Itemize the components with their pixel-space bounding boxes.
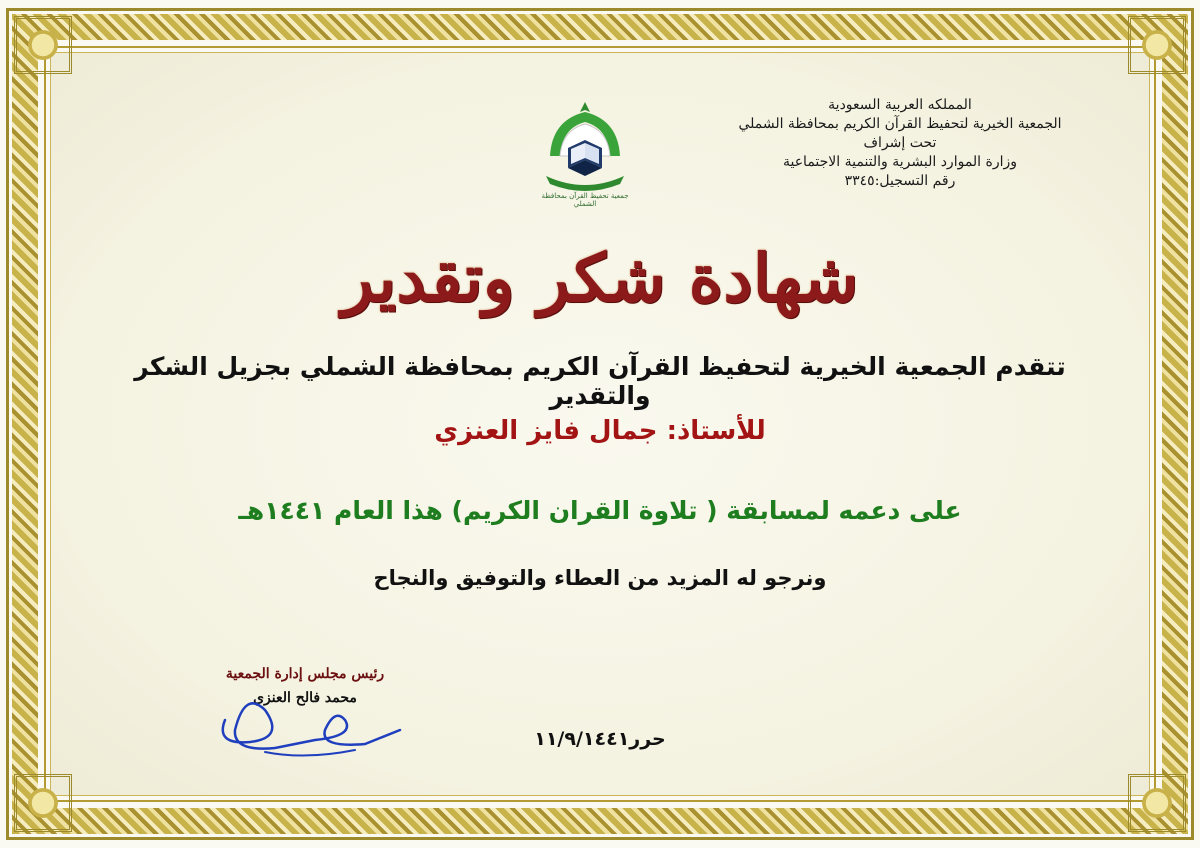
- corner-ornament-icon: [14, 16, 72, 74]
- header-association: الجمعية الخيرية لتحفيظ القرآن الكريم بمحافظة الشملي: [738, 116, 1062, 132]
- issuer-header: [720, 96, 1080, 191]
- header-supervision: تحت إشراف: [863, 135, 937, 151]
- handwritten-signature-icon: [205, 690, 405, 760]
- header-registration: رقم التسجيل:٣٣٤٥: [844, 173, 956, 189]
- signatory-name: محمد فالح العنزي: [253, 690, 357, 706]
- certificate-wish: ونرجو له المزيد من العطاء والتوفيق والنجاح: [373, 566, 827, 590]
- corner-ornament-icon: [1128, 774, 1186, 832]
- logo-caption: جمعية تحفيظ القرآن بمحافظة الشملي: [541, 192, 629, 208]
- quran-book-dome-logo-icon: [538, 98, 632, 208]
- certificate-reason: على دعمه لمسابقة ( تلاوة القران الكريم) هذا العام ١٤٤١هـ: [238, 496, 962, 525]
- header-ministry: وزارة الموارد البشرية والتنمية الاجتماعية: [782, 154, 1018, 170]
- certificate-intro: تتقدم الجمعية الخيرية لتحفيظ القرآن الكريم بمحافظة الشملي بجزيل الشكر والتقدير: [134, 352, 1066, 410]
- signatory-title: رئيس مجلس إدارة الجمعية: [225, 666, 385, 682]
- recipient-name: للأستاذ: جمال فايز العنزي: [434, 416, 766, 446]
- corner-ornament-icon: [1128, 16, 1186, 74]
- header-country: المملكه العربية السعودية: [828, 97, 972, 113]
- corner-ornament-icon: [14, 774, 72, 832]
- certificate-title: شهادة شكر وتقدير: [341, 239, 859, 317]
- issue-date: حرر١١/٩/١٤٤١: [534, 728, 666, 750]
